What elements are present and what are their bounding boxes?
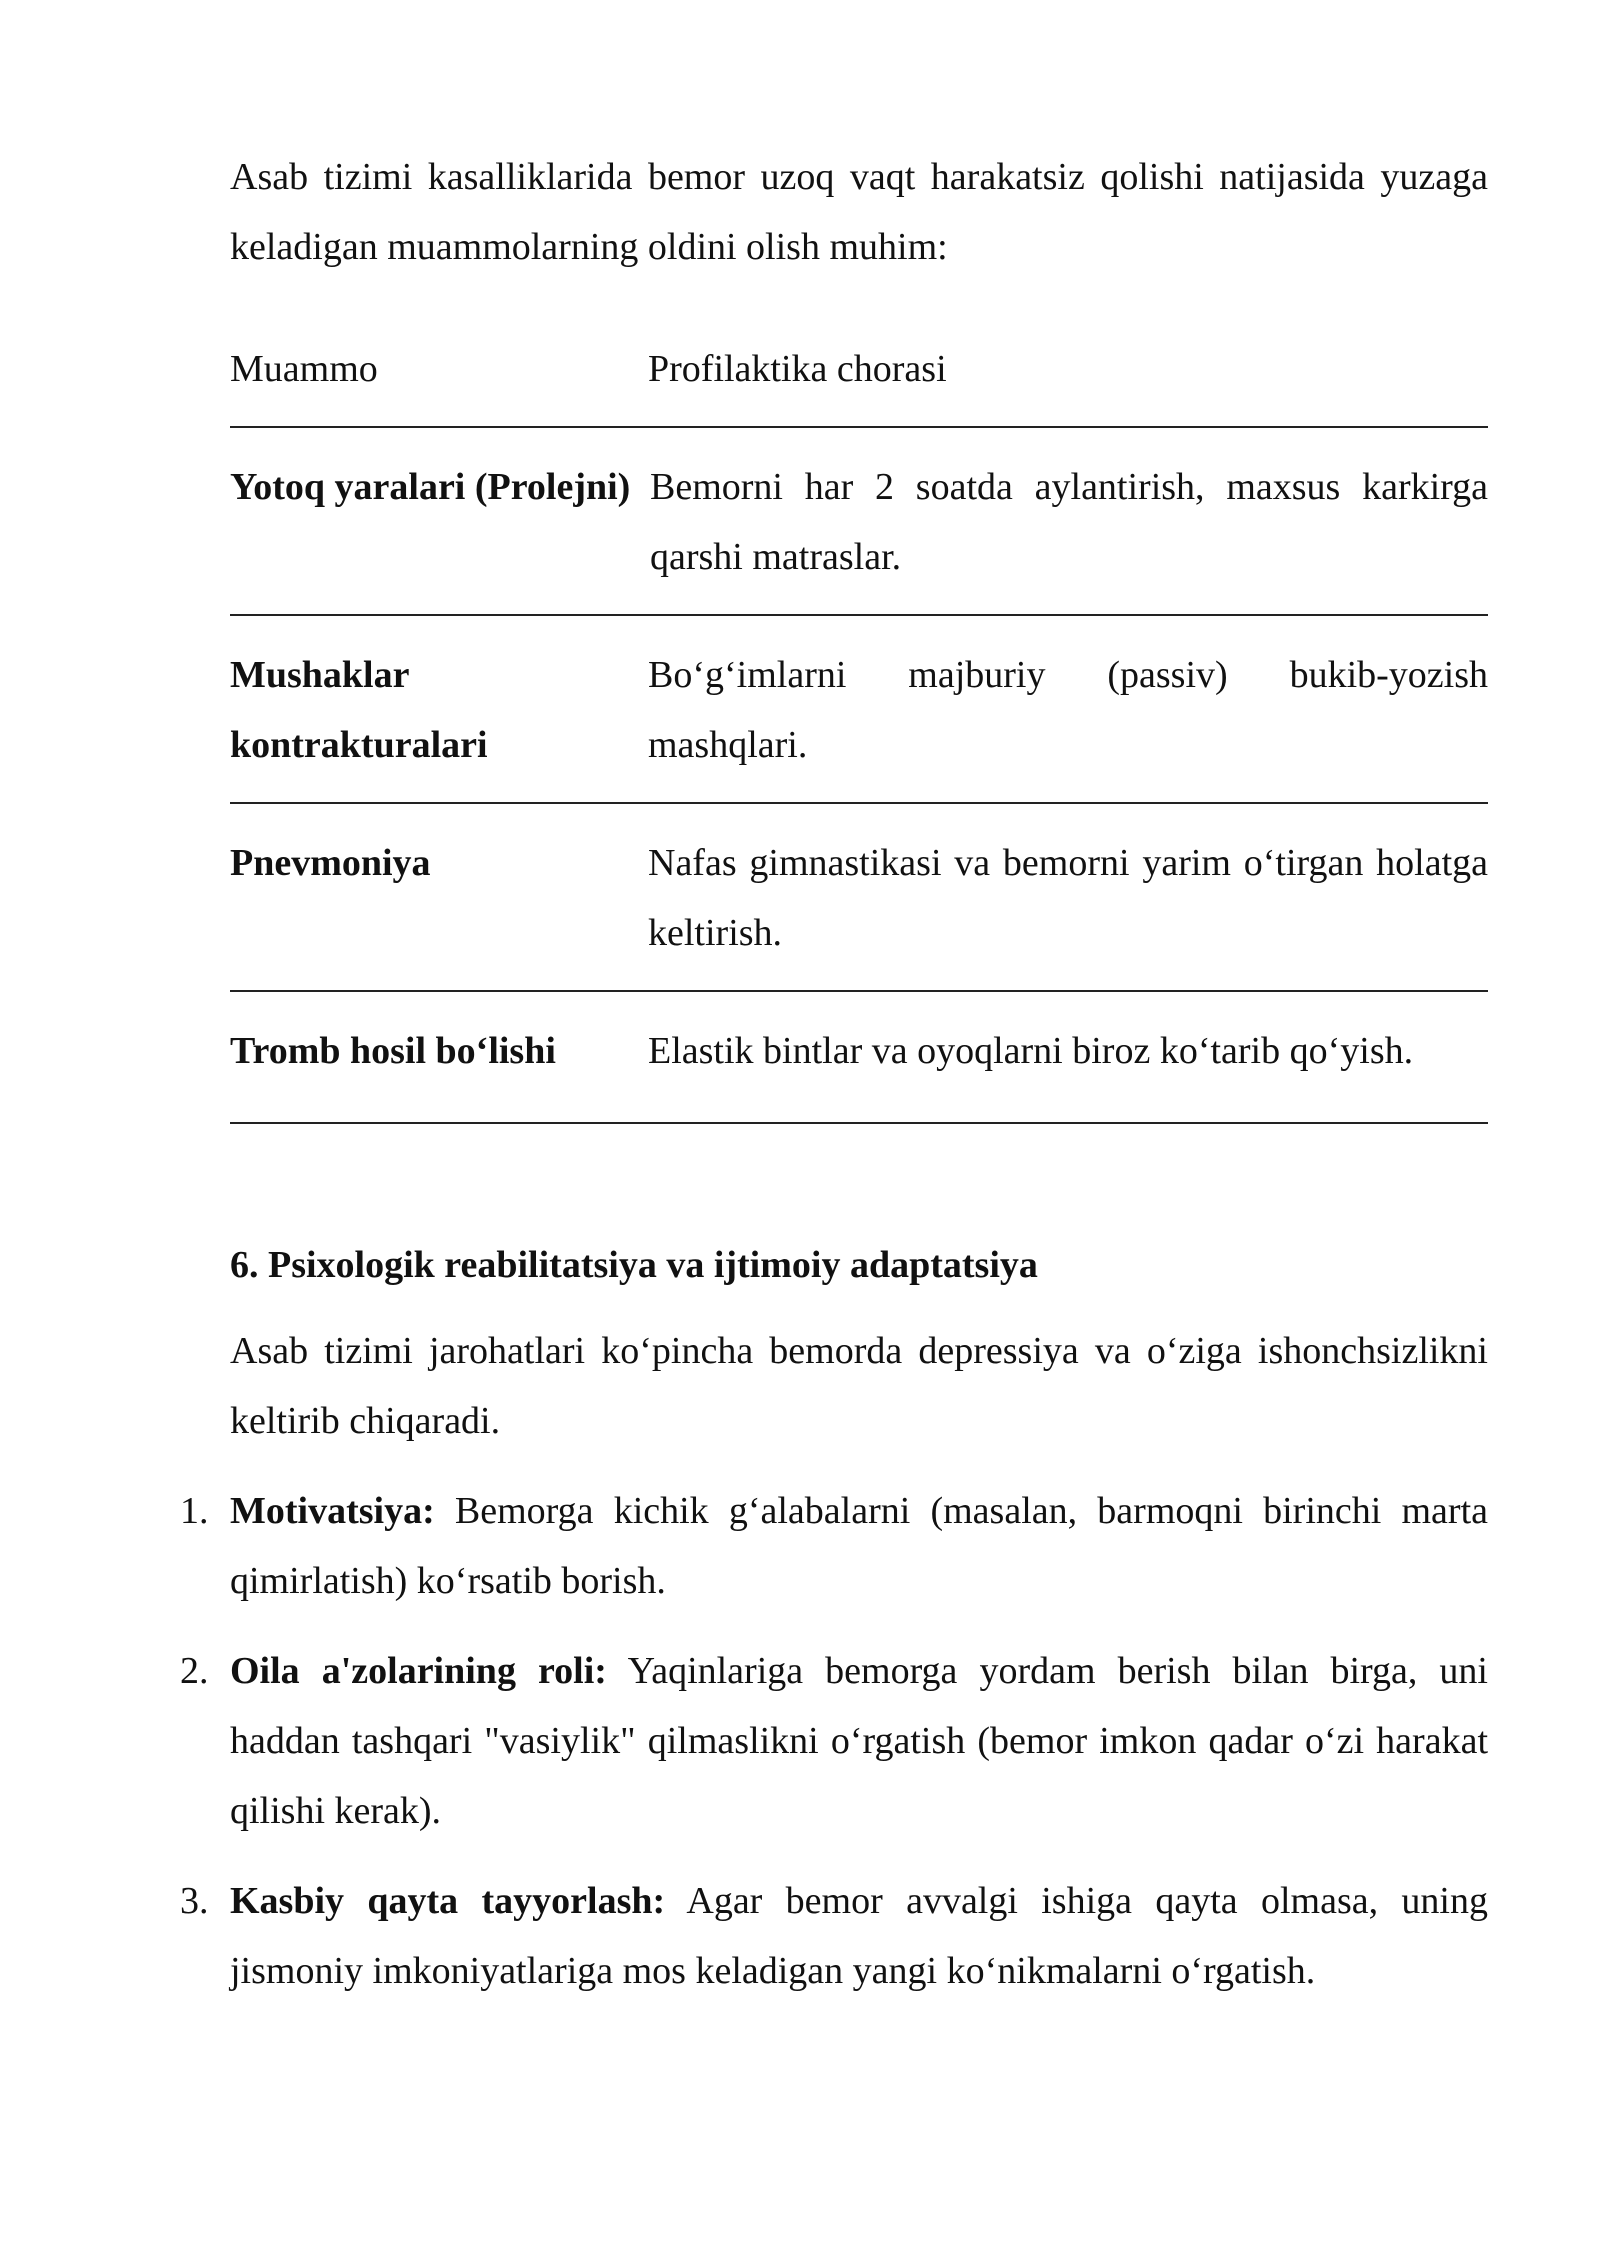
section-intro: Asab tizimi jarohatlari ko‘pincha bemorda depressiya va o‘ziga ishonchsizlikni keltirib chiqaradi.: [230, 1330, 1488, 1442]
list-item: [180, 1636, 1488, 1846]
table-row: [230, 428, 1488, 616]
table-cell-problem: Pnevmoniya: [230, 842, 431, 884]
table-row: [230, 616, 1488, 804]
table-header-measure: Profilaktika chorasi: [648, 348, 947, 390]
numbered-list: [180, 1476, 1488, 2006]
list-item: [180, 1476, 1488, 1616]
intro-paragraph: Asab tizimi kasalliklarida bemor uzoq vaqt harakatsiz qolishi natijasida yuzaga keladigan muammolarning oldini olish muhim:: [230, 156, 1488, 268]
list-item-text: Agar bemor avvalgi ishiga qayta olmasa, uning jismoniy imkoniyatlariga mos keladigan yangi ko‘nikmalarni o‘rgatish.: [230, 1880, 1488, 1992]
table-cell-problem: Tromb hosil bo‘lishi: [230, 1030, 556, 1072]
table-row: [230, 804, 1488, 992]
list-item-label: Kasbiy qayta tayyorlash:: [230, 1880, 666, 1922]
list-item-label: Motivatsiya:: [230, 1490, 435, 1532]
table-cell-problem: Mushaklar kontrakturalari: [230, 654, 488, 766]
table-cell-measure: Bo‘g‘imlarni majburiy (passiv) bukib-yozish mashqlari.: [648, 654, 1488, 766]
table-cell-measure: Nafas gimnastikasi va bemorni yarim o‘tirgan holatga keltirish.: [648, 842, 1488, 954]
table-cell-problem: Yotoq yaralari (Prolejni): [230, 466, 631, 508]
list-item-number: 1.: [180, 1490, 209, 1532]
table-cell-measure: Bemorni har 2 soatda aylantirish, maxsus karkirga qarshi matraslar.: [650, 466, 1488, 578]
list-item-number: 3.: [180, 1880, 209, 1922]
list-item: [180, 1866, 1488, 2006]
table-header-problem: Muammo: [230, 348, 378, 390]
table-cell-measure: Elastik bintlar va oyoqlarni biroz ko‘tarib qo‘yish.: [648, 1030, 1414, 1072]
list-item-text: Bemorga kichik g‘alabalarni (masalan, barmoqni birinchi marta qimirlatish) ko‘rsatib borish.: [230, 1490, 1488, 1602]
list-item-label: Oila a'zolarining roli:: [230, 1650, 607, 1692]
section-heading: 6. Psixologik reabilitatsiya va ijtimoiy adaptatsiya: [230, 1244, 1038, 1286]
list-item-text: Yaqinlariga bemorga yordam berish bilan birga, uni haddan tashqari "vasiylik" qilmaslikni o‘rgatish (bemor imkon qadar o‘zi harakat qilishi kerak).: [230, 1650, 1488, 1832]
list-item-number: 2.: [180, 1650, 209, 1692]
page-content: [180, 142, 1488, 2026]
table-header: [230, 334, 1488, 428]
table-row: [230, 992, 1488, 1124]
